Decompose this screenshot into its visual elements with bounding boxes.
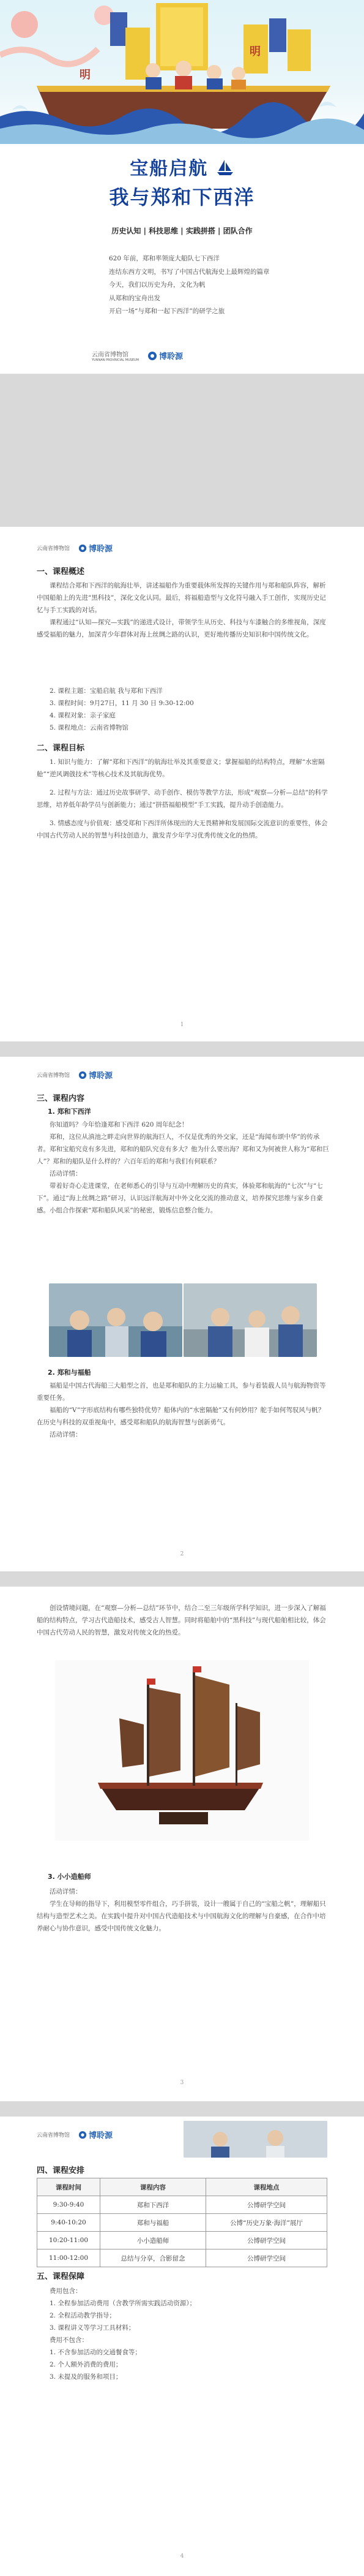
part1-text: 你知道吗？今年恰逢郑和下西洋 620 周年纪念！ 郑和，这位从滇池之畔走向世界的航海巨人，不仅是优秀的外交家，还是“海闻布颂中华”的传承者。郑和宝船究竟有多先进，郑和的船队究竟有多大？他为什么要出海？郑和又为何被世人称为“郑和巨人”？郑和的船队是什么样的？六百年后的郑和与我们有何联系？ 活动详情： 带着好奇心走进课堂，在老师悉心的引导与互动中理解历史的真实，体验郑和航海的“七次”与“七下”。通过“海上丝绸之路”研习，认识远洋航海对中外文化交流的推动意义，培养探究思维与家乡自豪感。小组合作探索“郑和船队风采”的秘密，锻炼信息整合能力。 (37, 1121, 329, 1214)
flag-left: 明 (80, 69, 91, 81)
section-heading: 二、课程目标 (37, 744, 85, 753)
page-number: 4 (180, 2553, 184, 2559)
partner-logo: 博聆源 (78, 542, 113, 554)
table-cell: 9:30-9:40 (37, 2196, 100, 2214)
partner-logo: 博聆源 (78, 2129, 113, 2140)
schedule-table (37, 2178, 327, 2267)
hero-page (0, 0, 364, 374)
page-number: 2 (180, 1551, 184, 1557)
guarantee-text: 费用包含： 1. 全程参加活动费用（含教学所需实践活动资源）； 2. 全程活动教学指导； 3. 课程讲义等学习工具材料； 费用不包含： 1. 不含参加活动的交通餐食等； 2. 个人额外消费的费用； 3. 未提及的服务和项目； (50, 2287, 196, 2381)
ship-banner-illustration (0, 0, 364, 144)
partner-icon (78, 1071, 87, 1079)
table-cell: 总结与分享，合影留念 (100, 2249, 206, 2267)
class-photo (184, 1283, 317, 1357)
partner-icon (147, 351, 157, 361)
subsection-title: 2. 郑和与福船 (48, 1369, 91, 1377)
page-title-line1: 宝船启航 (0, 153, 364, 181)
table-header-row (37, 2178, 327, 2196)
table-cell: 公博“历史万象·海洋”展厅 (206, 2214, 327, 2232)
table-cell: 公博研学空间 (206, 2249, 327, 2267)
intro-line: 今天，我们以历史为舟，文化为帆 (109, 281, 206, 289)
kids-photo (184, 2121, 327, 2158)
flag-right: 明 (250, 45, 261, 58)
page-number: 1 (180, 1022, 184, 1028)
table-row (37, 2196, 327, 2214)
partner-icon (78, 2131, 87, 2139)
intro-text (109, 252, 351, 319)
course-info: 2. 课程主题：宝船启航 我与郑和下西洋 3. 课程时间：9月27日，11 月 30 日 9:30-12:00 4. 课程对象：亲子家庭 5. 课程地点：云南省博物馆 (50, 687, 194, 731)
boat-model-photo (55, 1660, 309, 1841)
table-cell: 郑和与福船 (100, 2214, 206, 2232)
museum-logo: 云南省博物馆 YUNNAN PROVINCIAL MUSEUM (92, 352, 139, 362)
page-number: 3 (180, 2080, 184, 2086)
table-row (37, 2249, 327, 2267)
class-photo (49, 1283, 182, 1357)
column-header: 课程时间 (37, 2178, 100, 2196)
treasure-ship-illustration (0, 0, 364, 144)
column-header: 课程内容 (100, 2178, 206, 2196)
goals-text: 1. 知识与能力：了解“郑和下西洋”的航海壮举及其重要意义；掌握福船的结构特点，理解“水密隔舱”“逆风调戗技术”等核心技术及其航海优势。 2. 过程与方法：通过历史故事研学、动手创作、模仿等教学方法，形成“观察—分析—总结”的科学思维，培养低年龄学员与创新能力；通过“拼搭福船模型”手工实践，提升动手创造能力。 3. 情感态度与价值观：感受郑和下西洋所体现出的大无畏精神和发展国际交流意识的重要性，体会中国古代劳动人民的智慧与科技创造力，激发青少年学习优秀传统文化的热情。 (37, 758, 328, 839)
table-cell: 公博研学空间 (206, 2232, 327, 2249)
sailboat-icon (216, 159, 234, 181)
part3-intro: 创设情境问题，在“观察—分析—总结”环节中，结合二至三年级所学科学知识，进一步深入了解福船的结构特点，学习古代造船技术，感受古人智慧。同时将船舶中的“黑科技”与现代船舶相比较，体会中国古代劳动人民的智慧，激发对传统文化的热爱。 (37, 1604, 326, 1636)
page-logo-row (37, 542, 113, 554)
part2-text: 福船是中国古代海船三大船型之首，也是郑和船队的主力运输工具，参与着装载人员与航海物资等重要任务。 福船的“V”字形底结构有哪些独特优势？船体内的“水密隔舱”又有何妙用？舵手如何驾驭风与帆？在历史与科技的双重视角中，感受郑和船队的航海智慧与创新勇气。 活动详情： (37, 1382, 326, 1438)
table-cell: 郑和下西洋 (100, 2196, 206, 2214)
overview-text: 课程结合郑和下西洋的航海壮举，讲述福船作为重要载体所发挥的关键作用与郑和船队阵容，解析中国船舶上的先进“黑科技”，深化文化认同。最后，将福船造型与文化符号融入手工创作，实现历史记忆与手工实践的对话。 课程通过“认知—探究—实践”的递进式设计，带领学生从历史、科技与车漆触合的多维视角，深度感受福船的魅力，加深青少年群体对海上丝绸之路的认识，更好地传播历史知识和中国传统文化。 (37, 582, 326, 638)
museum-logo: 云南省博物馆 (37, 1073, 70, 1079)
museum-logo: 云南省博物馆 (37, 2132, 70, 2139)
section-heading: 五、课程保障 (37, 2272, 85, 2281)
table-cell: 小小造船师 (100, 2232, 206, 2249)
intro-line: 620 年前，郑和率领庞大船队七下西洋 (109, 255, 220, 262)
subsection-title: 3. 小小造船师 (48, 1873, 91, 1881)
page-title-line2: 我与郑和下西洋 (109, 186, 255, 209)
intro-line: 连结东西方文明，书写了中国古代航海史上最辉煌的篇章 (109, 268, 270, 276)
table-cell: 9:40-10:20 (37, 2214, 100, 2232)
column-header: 课程地点 (206, 2178, 327, 2196)
intro-line: 从郑和的宝舟出发 (109, 294, 160, 302)
table-cell: 11:00-12:00 (37, 2249, 100, 2267)
subtitle-tags: 历史认知 | 科技思维 | 实践拼搭 | 团队合作 (111, 227, 253, 235)
museum-logo: 云南省博物馆 (37, 546, 70, 552)
partner-logo: 博聆源 (78, 1069, 113, 1081)
table-row (37, 2232, 327, 2249)
part3-text: 活动详情： 学生在导师的指导下，利用模型零件组合，巧手拼装，设计一艘属于自己的“宝船之帆”，理解船只结构与造型艺术之美。在实践中提升对中国古代造船技术与中国航海文化的理解与自豪感，在合作中培养耐心与协作意识，感受中国传统文化魅力。 (37, 1888, 326, 1932)
section-heading: 三、课程内容 (37, 1094, 85, 1103)
intro-line: 开启一场“与郑和一起下西洋”的研学之旅 (109, 308, 225, 315)
table-cell: 公博研学空间 (206, 2196, 327, 2214)
partner-logo: 博聆源 (147, 350, 183, 361)
page-logo-row (37, 2129, 113, 2140)
logo-row (92, 349, 183, 362)
section-heading: 四、课程安排 (37, 2166, 85, 2175)
partner-icon (78, 544, 87, 553)
page-logo-row (37, 1069, 113, 1081)
table-row (37, 2214, 327, 2232)
subsection-title: 1. 郑和下西洋 (48, 1108, 91, 1116)
table-cell: 10:20-11:00 (37, 2232, 100, 2249)
section-heading: 一、课程概述 (37, 567, 85, 576)
